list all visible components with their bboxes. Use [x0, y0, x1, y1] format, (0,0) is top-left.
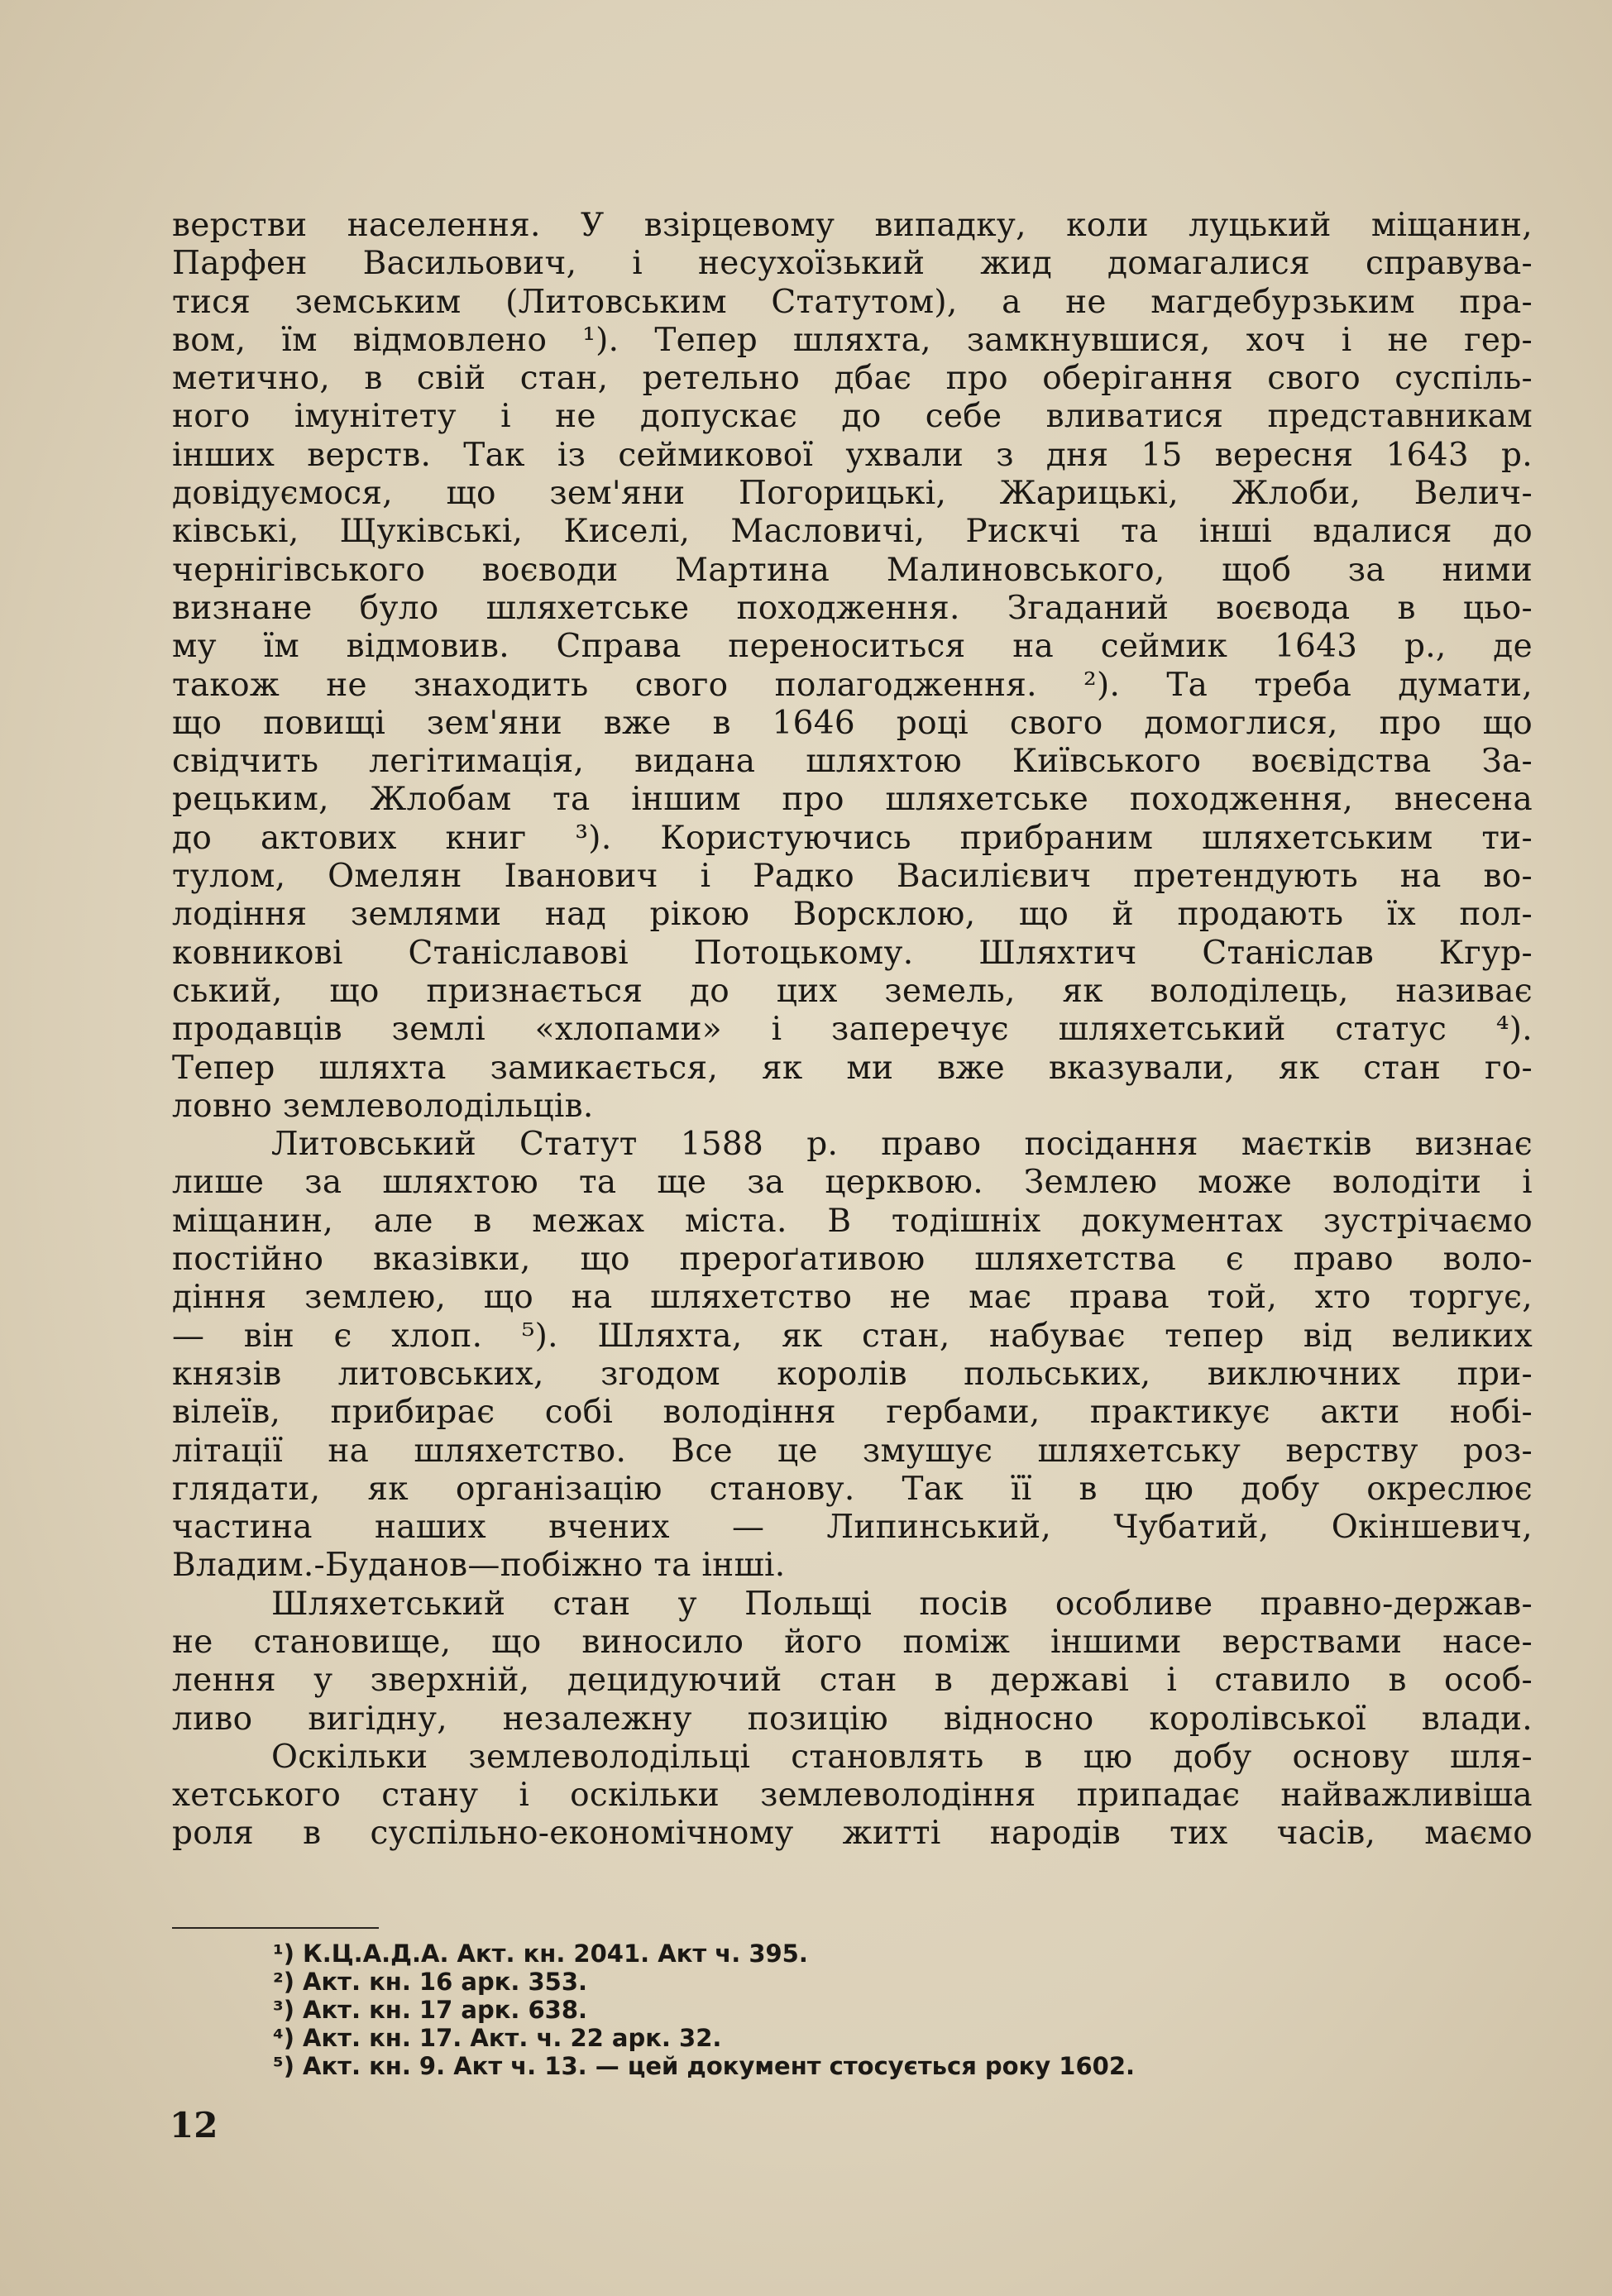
text-line: Парфен Васильович, і несухоїзький жид домагалися справува-: [172, 245, 1533, 283]
text-line: визнане було шляхетське походження. Згаданий воєвода в цьо-: [172, 589, 1533, 627]
body-text: [172, 207, 1533, 1854]
text-line: тися земським (Литовським Статутом), а не магдебурзьким пра-: [172, 283, 1533, 321]
text-line: Тепер шляхта замикається, як ми вже вказували, як стан го-: [172, 1049, 1533, 1087]
text-line: до актових книг ³). Користуючись прибраним шляхетським ти-: [172, 819, 1533, 857]
paragraph-start-line: Литовський Статут 1588 р. право посідання маєтків визнає: [271, 1126, 1533, 1164]
text-line: чернігівського воєводи Мартина Малиновського, щоб за ними: [172, 551, 1533, 589]
text-line: роля в суспільно-економічному житті народів тих часів, маємо: [172, 1815, 1533, 1853]
text-line: Владим.-Буданов—побіжно та інші.: [172, 1547, 786, 1585]
text-line: — він є хлоп. ⁵). Шляхта, як стан, набуває тепер від великих: [172, 1317, 1533, 1355]
paragraph-start-line: Оскільки землеволодільці становлять в цю добу основу шля-: [271, 1738, 1533, 1776]
text-line: також не знаходить свого полагодження. ²). Та треба думати,: [172, 666, 1533, 704]
text-line: тулом, Омелян Іванович і Радко Василієвич претендують на во-: [172, 858, 1533, 896]
footnote-2: ²) Акт. кн. 16 арк. 353.: [273, 1968, 588, 1996]
text-line: лення у зверхній, децидуючий стан в державі і ставило в особ-: [172, 1662, 1533, 1700]
footnotes: [273, 1940, 1431, 2080]
text-line: метично, в свій стан, ретельно дбає про оберігання свого суспіль-: [172, 360, 1533, 398]
text-line: хетського стану і оскільки землеволодіння припадає найважливіша: [172, 1777, 1533, 1815]
footnote-divider: [172, 1927, 379, 1929]
text-line: му їм відмовив. Справа переноситься на сеймик 1643 р., де: [172, 628, 1533, 666]
text-line: верстви населення. У взірцевому випадку, коли луцький міщанин,: [172, 207, 1533, 244]
text-line: ловно землеволодільців.: [172, 1087, 594, 1125]
paragraph-start-line: Шляхетський стан у Польщі посів особливе правно-держав-: [271, 1585, 1533, 1623]
text-line: літації на шляхетство. Все це змушує шляхетську верству роз-: [172, 1432, 1533, 1470]
text-line: не становище, що виносило його поміж іншими верствами насе-: [172, 1623, 1533, 1661]
footnote-3: ³) Акт. кн. 17 арк. 638.: [273, 1996, 588, 2024]
text-line: міщанин, але в межах міста. В тодішніх документах зустрічаємо: [172, 1202, 1533, 1240]
text-line: лише за шляхтою та ще за церквою. Землею може володіти і: [172, 1164, 1533, 1202]
text-line: свідчить легітимація, видана шляхтою Київського воєвідства За-: [172, 743, 1533, 781]
text-line: довідуємося, що зем'яни Погорицькі, Жарицькі, Жлоби, Велич-: [172, 475, 1533, 513]
text-line: що повищі зем'яни вже в 1646 році свого домоглися, про що: [172, 704, 1533, 742]
text-line: частина наших вчених — Липинський, Чубатий, Окіншевич,: [172, 1509, 1533, 1547]
text-line: ливо вигідну, незалежну позицію відносно королівської влади.: [172, 1700, 1533, 1738]
text-line: вілеїв, прибирає собі володіння гербами, практикує акти нобі-: [172, 1394, 1533, 1432]
text-line: вом, їм відмовлено ¹). Тепер шляхта, замкнувшися, хоч і не гер-: [172, 321, 1533, 359]
text-line: продавців землі «хлопами» і заперечує шляхетський статус ⁴).: [172, 1011, 1533, 1049]
text-line: лодіння землями над рікою Ворсклою, що й продають їх пол-: [172, 896, 1533, 934]
text-line: князів литовських, згодом королів польських, виключних при-: [172, 1355, 1533, 1393]
text-line: рецьким, Жлобам та іншим про шляхетське походження, внесена: [172, 781, 1533, 819]
page-number: 12: [170, 2105, 218, 2145]
text-line: ного імунітету і не допускає до себе вливатися представникам: [172, 398, 1533, 436]
text-line: постійно вказівки, що прероґативою шляхетства є право воло-: [172, 1241, 1533, 1279]
footnote-4: ⁴) Акт. кн. 17. Акт. ч. 22 арк. 32.: [273, 2024, 722, 2052]
footnote-5: ⁵) Акт. кн. 9. Акт ч. 13. — цей документ стосується року 1602.: [273, 2052, 1136, 2080]
text-line: глядати, як організацію станову. Так її в цю добу окреслює: [172, 1470, 1533, 1508]
text-line: діння землею, що на шляхетство не має права той, хто торгує,: [172, 1279, 1533, 1317]
text-line: ківські, Щуківські, Киселі, Масловичі, Рискчі та інші вдалися до: [172, 513, 1533, 551]
text-line: інших верств. Так із сеймикової ухвали з дня 15 вересня 1643 р.: [172, 436, 1533, 474]
text-line: ковникові Станіславові Потоцькому. Шляхтич Станіслав Кгур-: [172, 934, 1533, 972]
text-line: ський, що признається до цих земель, як володілець, називає: [172, 972, 1533, 1010]
footnote-1: ¹) К.Ц.А.Д.А. Акт. кн. 2041. Акт ч. 395.: [273, 1940, 808, 1968]
